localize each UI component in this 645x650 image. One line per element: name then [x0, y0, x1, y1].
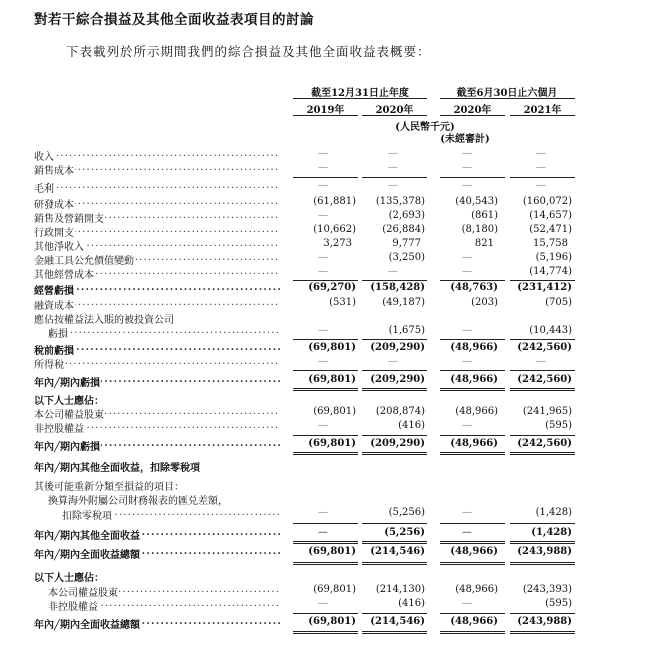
row-label: 年內╱期內虧損 ..... — [34, 374, 280, 389]
value-cell: (209,290) — [370, 374, 425, 385]
row-label: 以下人士應佔： — [34, 396, 104, 407]
row-label: 應佔按權益法入賬的被投資公司 — [34, 315, 174, 326]
value-cell: (69,270) — [308, 282, 356, 293]
value-cell: — — [388, 180, 398, 191]
row-label: 稅前虧損 ..... — [34, 342, 280, 357]
table-row — [0, 546, 645, 560]
value-cell: (214,546) — [370, 546, 425, 557]
row-label: 換算海外附屬公司財務報表的匯兑差額， — [48, 496, 228, 507]
table-row — [0, 527, 645, 541]
total-double-rule — [440, 452, 505, 455]
total-double-rule — [362, 562, 427, 565]
table-row — [0, 356, 645, 370]
value-cell: (243,988) — [517, 546, 572, 557]
subtotal-rule — [362, 435, 427, 436]
value-cell: (242,560) — [517, 374, 572, 385]
value-cell: (135,378) — [375, 196, 425, 207]
value-cell: (861) — [471, 210, 498, 221]
subtotal-rule — [362, 613, 427, 614]
page-title: 對若干綜合損益及其他全面收益表項目的討論 — [34, 12, 314, 28]
table-row — [0, 507, 645, 521]
total-double-rule — [362, 631, 427, 634]
table-row — [0, 598, 645, 612]
row-label: 其他淨收入 ..... — [34, 238, 280, 253]
value-cell: (416) — [398, 598, 425, 609]
year-rule-4 — [510, 115, 575, 116]
total-double-rule — [440, 562, 505, 565]
value-cell: (595) — [545, 420, 572, 431]
value-cell: — — [318, 210, 328, 221]
header-unaudited: (未經審計) — [440, 134, 490, 145]
year-rule-1 — [293, 115, 358, 116]
total-double-rule — [362, 452, 427, 455]
row-label: 銷售及營銷開支 ..... — [34, 210, 280, 225]
value-cell: (48,763) — [450, 282, 498, 293]
value-cell: (231,412) — [517, 282, 572, 293]
value-cell: — — [536, 162, 546, 173]
row-label: 毛利 ..... — [34, 180, 280, 195]
total-double-rule — [293, 631, 358, 634]
table-row — [0, 478, 645, 492]
value-cell: — — [536, 356, 546, 367]
value-cell: — — [388, 162, 398, 173]
table-row — [0, 616, 645, 630]
header-rule-interim — [440, 98, 575, 99]
table-row — [0, 238, 645, 252]
row-label: 年內╱期內其他全面收益 ..... — [34, 527, 280, 542]
header-year-2020: 2020年 — [375, 105, 414, 116]
value-cell: (8,180) — [461, 224, 498, 235]
header-group-annual: 截至12月31日止年度 — [311, 88, 409, 99]
value-cell: — — [318, 325, 328, 336]
table-row — [0, 210, 645, 224]
value-cell: (48,966) — [450, 374, 498, 385]
year-rule-2 — [362, 115, 427, 116]
subtotal-rule — [510, 280, 575, 281]
subtotal-rule — [293, 280, 358, 281]
table-row — [0, 420, 645, 434]
row-label: 其後可能重新分類至損益的項目： — [34, 482, 184, 493]
subtotal-rule — [440, 613, 505, 614]
value-cell: — — [388, 148, 398, 159]
header-unit: (人民幣千元) — [395, 122, 455, 133]
row-label: 收入 ..... — [34, 148, 280, 163]
value-cell: — — [462, 148, 472, 159]
value-cell: (5,196) — [535, 252, 572, 263]
subtotal-rule — [510, 435, 575, 436]
header-year-2019: 2019年 — [306, 105, 345, 116]
subtotal-rule — [440, 370, 505, 371]
subtotal-rule — [293, 435, 358, 436]
value-cell: (69,801) — [308, 616, 356, 627]
value-cell: (705) — [545, 297, 572, 308]
value-cell: (158,428) — [370, 282, 425, 293]
row-label: 虧損 ..... — [48, 325, 280, 340]
subtotal-rule — [510, 613, 575, 614]
subtotal-rule — [293, 613, 358, 614]
row-label: 非控股權益 ..... — [48, 598, 280, 613]
subtotal-rule — [440, 177, 505, 178]
row-label: 經營虧損 ..... — [34, 282, 280, 297]
total-double-rule — [510, 562, 575, 565]
value-cell: (209,290) — [370, 342, 425, 353]
subtotal-rule — [510, 177, 575, 178]
value-cell: (10,662) — [313, 224, 356, 235]
row-label: 年內╱期內全面收益總額 ..... — [34, 616, 280, 631]
value-cell: — — [388, 356, 398, 367]
table-row — [0, 459, 645, 473]
row-label: 扣除零稅項 ..... — [62, 507, 280, 522]
value-cell: (416) — [398, 420, 425, 431]
table-row — [0, 569, 645, 583]
row-label: 行政開支 ..... — [34, 224, 280, 239]
value-cell: — — [462, 598, 472, 609]
subtotal-rule — [293, 177, 358, 178]
table-row — [0, 438, 645, 452]
total-double-rule — [293, 562, 358, 565]
row-label: 非控股權益 ..... — [34, 420, 280, 435]
subtotal-rule — [362, 370, 427, 371]
total-double-rule — [293, 388, 358, 391]
value-cell: — — [318, 598, 328, 609]
total-double-rule — [293, 541, 358, 544]
row-label: 所得稅 ..... — [34, 356, 280, 371]
table-row — [0, 224, 645, 238]
value-cell: (48,966) — [455, 584, 498, 595]
row-label: 研發成本 ..... — [34, 196, 280, 211]
value-cell: (1,428) — [535, 507, 572, 518]
value-cell: (160,072) — [522, 196, 572, 207]
table-row — [0, 392, 645, 406]
value-cell: (243,393) — [522, 584, 572, 595]
total-double-rule — [362, 541, 427, 544]
table-row — [0, 325, 645, 339]
value-cell: (5,256) — [384, 527, 425, 538]
value-cell: (49,187) — [382, 297, 425, 308]
subtotal-rule — [362, 177, 427, 178]
value-cell: (209,290) — [370, 438, 425, 449]
value-cell: — — [462, 266, 472, 277]
table-row — [0, 374, 645, 388]
row-label: 年內╱期內全面收益總額 ..... — [34, 546, 280, 561]
table-row — [0, 297, 645, 311]
value-cell: (242,560) — [517, 342, 572, 353]
total-double-rule — [362, 388, 427, 391]
table-row — [0, 180, 645, 194]
row-label: 本公司權益股東 ..... — [34, 406, 280, 421]
intro-text: 下表載列於所示期間我們的綜合損益及其他全面收益表概要： — [66, 44, 431, 59]
value-cell: — — [318, 148, 328, 159]
header-rule-annual — [293, 98, 427, 99]
subtotal-rule — [440, 339, 505, 340]
table-row — [0, 252, 645, 266]
value-cell: (2,693) — [388, 210, 425, 221]
header-year-2021-h1: 2021年 — [523, 105, 562, 116]
value-cell: (1,428) — [531, 527, 572, 538]
value-cell: (3,250) — [388, 252, 425, 263]
value-cell: (48,966) — [455, 406, 498, 417]
value-cell: (48,966) — [450, 546, 498, 557]
value-cell: (69,801) — [308, 374, 356, 385]
value-cell: (69,801) — [308, 438, 356, 449]
value-cell: — — [462, 252, 472, 263]
value-cell: — — [388, 266, 398, 277]
total-double-rule — [440, 388, 505, 391]
value-cell: (214,130) — [375, 584, 425, 595]
value-cell: (48,966) — [450, 342, 498, 353]
row-label: 年內╱期內虧損 ..... — [34, 438, 280, 453]
value-cell: — — [318, 507, 328, 518]
row-label: 其他經營成本 ..... — [34, 266, 280, 281]
total-double-rule — [440, 631, 505, 634]
value-cell: (40,543) — [455, 196, 498, 207]
table-row — [0, 584, 645, 598]
subtotal-rule — [510, 370, 575, 371]
value-cell: (203) — [471, 297, 498, 308]
value-cell: — — [318, 180, 328, 191]
subtotal-rule — [362, 280, 427, 281]
value-cell: (14,657) — [529, 210, 572, 221]
value-cell: (26,884) — [382, 224, 425, 235]
row-label: 以下人士應佔： — [34, 573, 104, 584]
subtotal-rule — [362, 523, 427, 524]
value-cell: (69,801) — [308, 546, 356, 557]
table-row — [0, 311, 645, 325]
value-cell: — — [462, 356, 472, 367]
value-cell: — — [462, 420, 472, 431]
value-cell: (208,874) — [375, 406, 425, 417]
value-cell: (14,774) — [529, 266, 572, 277]
row-label: 銷售成本 ..... — [34, 162, 280, 177]
subtotal-rule — [510, 339, 575, 340]
value-cell: — — [536, 148, 546, 159]
value-cell: — — [462, 507, 472, 518]
value-cell: (241,965) — [522, 406, 572, 417]
value-cell: 15,758 — [533, 238, 568, 249]
subtotal-rule — [510, 523, 575, 524]
value-cell: — — [462, 527, 472, 538]
value-cell: (242,560) — [517, 438, 572, 449]
total-double-rule — [510, 541, 575, 544]
table-row — [0, 492, 645, 506]
value-cell: (243,988) — [517, 616, 572, 627]
value-cell: — — [318, 420, 328, 431]
table-row — [0, 148, 645, 162]
value-cell: 821 — [474, 238, 494, 249]
row-label: 融資成本 ..... — [34, 297, 280, 312]
value-cell: (69,801) — [313, 584, 356, 595]
value-cell: (48,966) — [450, 438, 498, 449]
value-cell: — — [462, 162, 472, 173]
total-double-rule — [293, 452, 358, 455]
header-group-interim: 截至6月30日止六個月 — [456, 88, 558, 99]
table-row — [0, 282, 645, 296]
value-cell: 9,777 — [392, 238, 421, 249]
value-cell: (69,801) — [308, 342, 356, 353]
total-double-rule — [510, 631, 575, 634]
subtotal-rule — [440, 435, 505, 436]
table-row — [0, 406, 645, 420]
table-row — [0, 162, 645, 176]
subtotal-rule — [362, 339, 427, 340]
table-row — [0, 196, 645, 210]
value-cell: — — [318, 162, 328, 173]
value-cell: (52,471) — [529, 224, 572, 235]
subtotal-rule — [293, 370, 358, 371]
total-double-rule — [510, 452, 575, 455]
value-cell: (214,546) — [370, 616, 425, 627]
row-label: 本公司權益股東 ..... — [48, 584, 280, 599]
subtotal-rule — [293, 339, 358, 340]
value-cell: — — [318, 527, 328, 538]
value-cell: (61,881) — [313, 196, 356, 207]
row-label: 年內╱期內其他全面收益，扣除零稅項 — [34, 463, 201, 474]
total-double-rule — [510, 388, 575, 391]
value-cell: 3,273 — [323, 238, 352, 249]
value-cell: (5,256) — [388, 507, 425, 518]
value-cell: — — [536, 180, 546, 191]
row-label: 金融工具公允價值變動 ..... — [34, 252, 280, 267]
subtotal-rule — [440, 280, 505, 281]
value-cell: (595) — [545, 598, 572, 609]
value-cell: (531) — [329, 297, 356, 308]
value-cell: (1,675) — [388, 325, 425, 336]
value-cell: — — [462, 180, 472, 191]
value-cell: — — [318, 266, 328, 277]
subtotal-rule — [293, 523, 358, 524]
value-cell: — — [462, 325, 472, 336]
year-rule-3 — [440, 115, 505, 116]
value-cell: (10,443) — [529, 325, 572, 336]
header-year-2020-h1: 2020年 — [453, 105, 492, 116]
table-row — [0, 342, 645, 356]
subtotal-rule — [440, 523, 505, 524]
value-cell: — — [318, 252, 328, 263]
table-row — [0, 266, 645, 280]
total-double-rule — [440, 541, 505, 544]
value-cell: — — [318, 356, 328, 367]
value-cell: (69,801) — [313, 406, 356, 417]
value-cell: (48,966) — [450, 616, 498, 627]
